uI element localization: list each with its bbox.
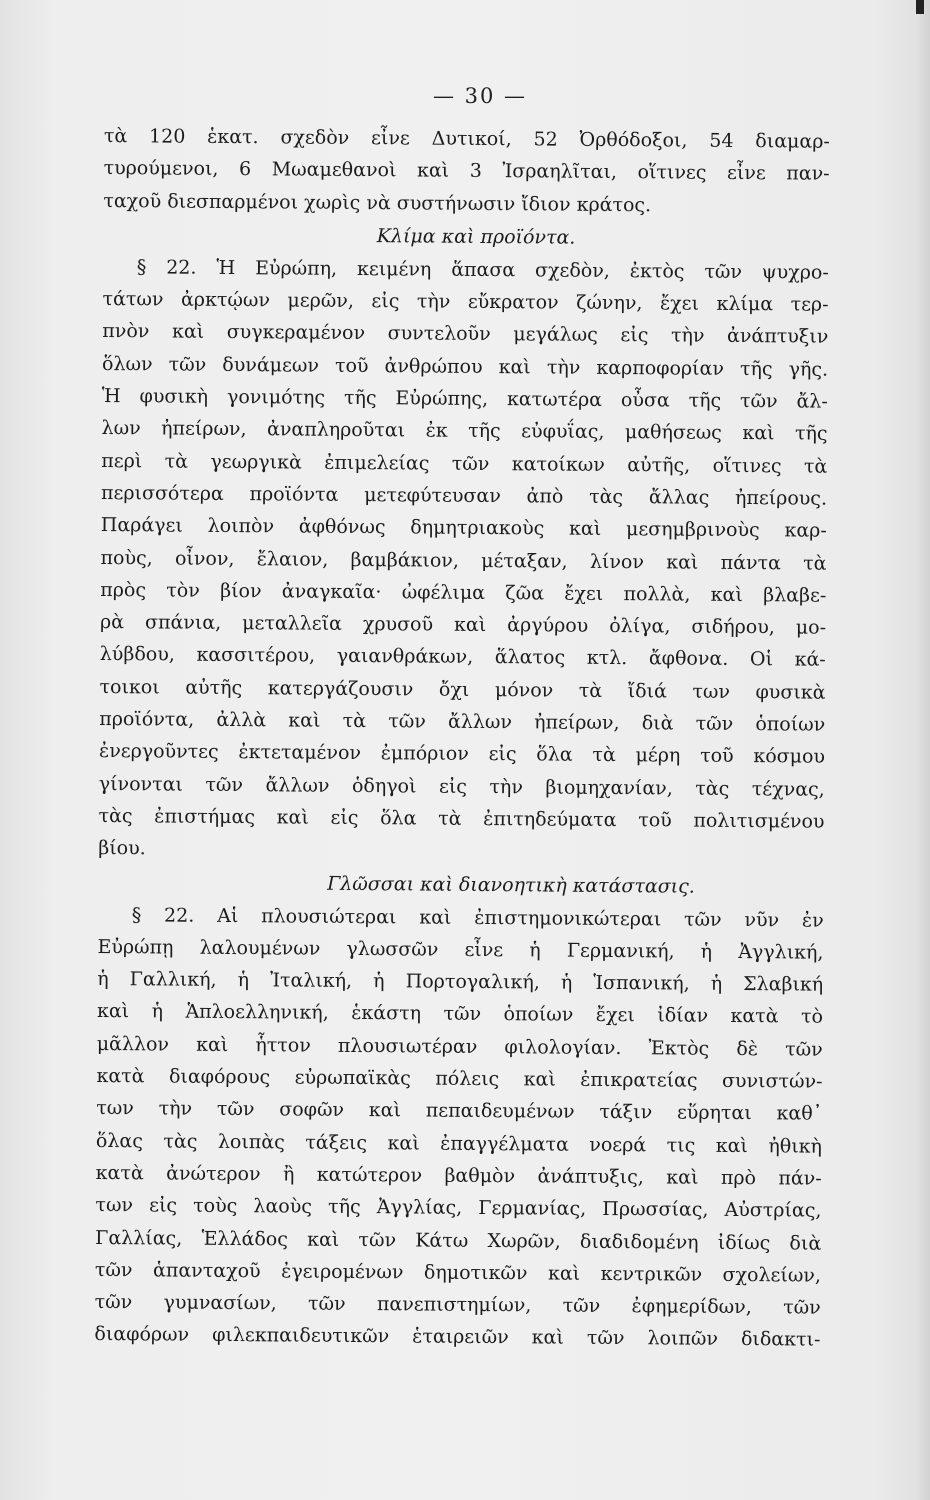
text-line: των εἰς τοὺς λαοὺς τῆς Ἀγγλίας, Γερμανίας, Πρωσσίας, Αὐστρίας, xyxy=(95,1194,822,1222)
paragraph-climate xyxy=(98,251,829,870)
text-line: ἡ Γαλλική, ἡ Ἰταλική, ἡ Πορτογαλική, ἡ Ἱσπανική, ἡ Σλαβική xyxy=(97,968,824,996)
text-line: τῶν ἁπανταχοῦ ἐγειρομένων δημοτικῶν καὶ κεντρικῶν σχολείων, xyxy=(94,1258,822,1287)
text-line: κατὰ ἀνώτερον ἢ κατώτερον βαθμὸν ἀνάπτυξις, καὶ πρὸ πάν- xyxy=(95,1161,822,1190)
text-line: Ἡ φυσικὴ γονιμότης τῆς Εὐρώπης, κατωτέρα οὖσα τῆς τῶν ἄλ- xyxy=(101,385,828,413)
text-line: των τὴν τῶν σοφῶν καὶ πεπαιδευμένων τάξιν εὕρηται καθ᾽ xyxy=(96,1097,823,1125)
paragraph-languages xyxy=(94,899,824,1357)
text-body xyxy=(94,120,830,1356)
text-line: πρὸς τὸν βίον ἀναγκαῖα· ὠφέλιμα ζῶα ἔχει πολλὰ, καὶ βλαβε- xyxy=(100,578,827,607)
text-line: περὶ τὰ γεωργικὰ ἐπιμελείας τῶν κατοίκων αὐτῆς, οἵτινες τὰ xyxy=(101,449,828,478)
text-line: μᾶλλον καὶ ἧττον πλουσιωτέραν φιλολογίαν. Ἐκτὸς δὲ τῶν xyxy=(96,1032,823,1061)
text-line: Εὐρώπῃ λαλουμένων γλωσσῶν εἶνε ἡ Γερμανική, ἡ Ἀγγλική, xyxy=(97,935,824,964)
text-line: τάτων ἀρκτῴων μερῶν, εἰς τὴν εὔκρατον ζώνην, ἔχει κλίμα τερ- xyxy=(102,288,829,316)
text-line: ποὺς, οἶνον, ἔλαιον, βαμβάκιον, μέταξαν, λίνον καὶ πάντα τὰ xyxy=(100,546,827,575)
text-line: γίνονται τῶν ἄλλων ὁδηγοὶ εἰς τὴν βιομηχανίαν, τὰς τέχνας, xyxy=(98,772,825,801)
text-line: τὰ 120 ἑκατ. σχεδὸν εἶνε Δυτικοί, 52 Ὀρθόδοξοι, 54 διαμαρ- xyxy=(103,124,830,153)
text-line: διαφόρων φιλεκπαιδευτικῶν ἑταιρειῶν καὶ τῶν λοιπῶν διδακτι- xyxy=(94,1323,821,1352)
text-line: ὅλων τῶν δυνάμεων τοῦ ἀνθρώπου καὶ τὴν καρποφορίαν τῆς γῆς. xyxy=(101,352,829,381)
text-line: καὶ ἡ Ἁπλοελληνική, ἑκάστη τῶν ὁποίων ἔχει ἰδίαν κατὰ τὸ xyxy=(96,1000,824,1029)
paragraph-population xyxy=(103,120,830,223)
text-line: ὅλας τὰς λοιπὰς τάξεις καὶ ἐπαγγέλματα νοερά τις καὶ ἠθικὴ xyxy=(95,1129,823,1158)
text-line: πνὸν καὶ συγκεραμένον συντελοῦν μεγάλως εἰς τὴν ἀνάπτυξιν xyxy=(102,320,829,349)
text-line: τὰς ἐπιστήμας καὶ εἰς ὅλα τὰ ἐπιτηδεύματα τοῦ πολιτισμένου xyxy=(98,804,825,833)
text-line: προϊόντα, ἀλλὰ καὶ τὰ τῶν ἄλλων ἠπείρων, διὰ τῶν ὁποίων xyxy=(99,708,826,736)
text-line: τοικοι αὐτῆς κατεργάζουσιν ὄχι μόνον τὰ ἴδιά των φυσικὰ xyxy=(99,675,826,704)
text-line: τῶν γυμνασίων, τῶν πανεπιστημίων, τῶν ἐφημερίδων, τῶν xyxy=(94,1291,821,1319)
section-heading-climate: Κλίμα καὶ προϊόντα. xyxy=(376,225,576,249)
text-line: § 22. Ἡ Εὐρώπη, κειμένη ἅπασα σχεδὸν, ἐκτὸς τῶν ψυχρο- xyxy=(136,256,829,284)
section-heading-languages: Γλῶσσαι καὶ διανοητικὴ κατάστασις. xyxy=(327,872,695,898)
corner-scan-mark xyxy=(916,0,924,14)
text-line: ρὰ σπάνια, μεταλλεῖα χρυσοῦ καὶ ἀργύρου ὀλίγα, σιδήρου, μο- xyxy=(99,611,827,639)
page-edge-shadow xyxy=(916,0,930,1500)
text-line: τυρούμενοι, 6 Μωαμεθανοὶ καὶ 3 Ἰσραηλῖται, οἵτινες εἶνε παν- xyxy=(103,157,830,185)
text-line: Παράγει λοιπὸν ἀφθόνως δημητριακοὺς καὶ μεσημβρινοὺς καρ- xyxy=(100,514,827,542)
text-line: § 22. Αἱ πλουσιώτεραι καὶ ἐπιστημονικώτεραι τῶν νῦν ἐν xyxy=(131,903,824,932)
text-line: λύβδου, κασσιτέρου, γαιανθράκων, ἅλατος κτλ. ἄφθονα. Οἱ κά- xyxy=(99,643,826,672)
text-line: λων ἠπείρων, ἀναπληροῦται ἐκ τῆς εὐφυΐας, μαθήσεως καὶ τῆς xyxy=(101,417,828,446)
text-line: Γαλλίας, Ἑλλάδος καὶ τῶν Κάτω Χωρῶν, διαδιδομένη ἰδίως διὰ xyxy=(95,1226,822,1255)
text-line: περισσότερα προϊόντα μετεφύτευσαν ἀπὸ τὰς ἄλλας ἠπείρους. xyxy=(100,481,828,510)
text-line: ἐνεργοῦντες ἐκτεταμένον ἐμπόριον εἰς ὅλα τὰ μέρη τοῦ κόσμου xyxy=(98,740,826,769)
page-number: — 30 — xyxy=(432,84,528,108)
text-line: βίου. xyxy=(98,837,146,860)
text-line: ταχοῦ διεσπαρμένοι χωρὶς νὰ συστήνωσιν ἴδιον κράτος. xyxy=(103,189,652,216)
text-line: κατὰ διαφόρους εὐρωπαϊκὰς πόλεις καὶ ἐπικρατείας συνιστών- xyxy=(96,1064,823,1093)
